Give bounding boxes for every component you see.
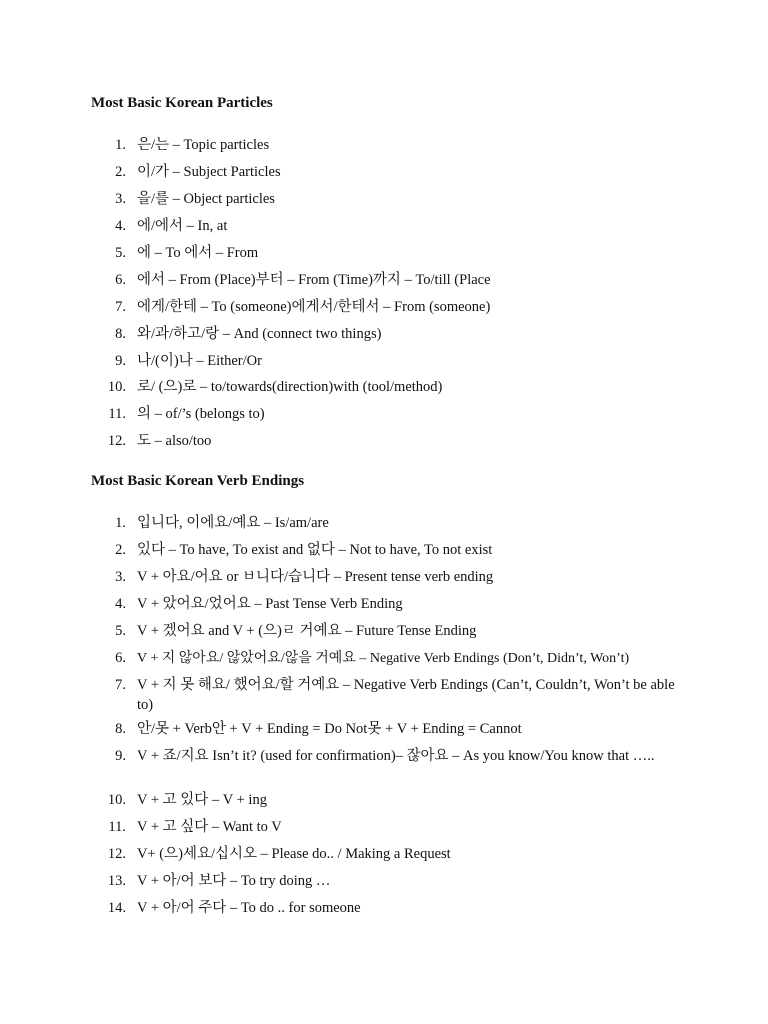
- list-item-text: 나/(이)나 – Either/Or: [137, 353, 262, 369]
- list-item-text: 로/ (으)로 – to/towards(direction)with (tool/method): [137, 379, 443, 395]
- list-item-text: 안/못 + Verb안 + V + Ending = Do Not못 + V + Ending = Cannot: [137, 721, 522, 737]
- list-item-text: 에/에서 – In, at: [137, 218, 228, 234]
- list-item-text: V + 고 있다 – V + ing: [137, 792, 267, 808]
- list-number: 12.: [107, 846, 126, 862]
- list-number: 14.: [107, 900, 126, 916]
- list-number: 11.: [108, 406, 126, 422]
- list-number: 10.: [107, 792, 126, 808]
- list-number: 12.: [107, 433, 126, 449]
- list-number: 10.: [107, 379, 126, 395]
- list-item-text: V + 죠/지요 Isn’t it? (used for confirmation)– 잖아요 – As you know/You know that …..: [137, 748, 655, 764]
- list-item-text: V + 고 싶다 – Want to V: [137, 819, 282, 835]
- list-number: 4.: [115, 596, 126, 612]
- list-item-text: 에게/한테 – To (someone)에게서/한테서 – From (someone): [137, 299, 491, 315]
- list-item-text: V + 겠어요 and V + (으)ㄹ 거예요 – Future Tense Ending: [137, 623, 477, 639]
- list-number: 2.: [115, 164, 126, 180]
- list-number: 9.: [115, 353, 126, 369]
- list-number: 6.: [115, 650, 126, 666]
- list-number: 11.: [108, 819, 126, 835]
- list-item-text: 있다 – To have, To exist and 없다 – Not to have, To not exist: [137, 542, 493, 558]
- list-item-text: V + 아요/어요 or ㅂ니다/습니다 – Present tense verb ending: [137, 569, 494, 585]
- list-number: 6.: [115, 272, 126, 288]
- list-item-text: 입니다, 이에요/예요 – Is/am/are: [137, 515, 329, 531]
- list-number: 1.: [115, 515, 126, 531]
- list-number: 8.: [115, 721, 126, 737]
- list-item-text: V + 아/어 주다 – To do .. for someone: [137, 900, 361, 916]
- list-number: 13.: [107, 873, 126, 889]
- list-item-text: 의 – of/’s (belongs to): [137, 406, 265, 422]
- list-item-text: 에서 – From (Place)부터 – From (Time)까지 – To/till (Place: [137, 272, 491, 288]
- list-item-text: V+ (으)세요/십시오 – Please do.. / Making a Request: [137, 846, 451, 862]
- list-number: 2.: [115, 542, 126, 558]
- list-item-text: 은/는 – Topic particles: [137, 137, 270, 153]
- verb-endings-heading: Most Basic Korean Verb Endings: [91, 473, 305, 489]
- list-item-text: 도 – also/too: [137, 433, 212, 449]
- list-item-text: 을/를 – Object particles: [137, 191, 275, 207]
- list-item-text: V + 았어요/었어요 – Past Tense Verb Ending: [137, 596, 403, 612]
- list-number: 3.: [115, 191, 126, 207]
- list-number: 7.: [115, 299, 126, 315]
- list-number: 4.: [115, 218, 126, 234]
- list-item-text: V + 지 않아요/ 않았어요/않을 거예요 – Negative Verb Endings (Don’t, Didn’t, Won’t): [137, 651, 630, 666]
- list-number: 5.: [115, 245, 126, 261]
- list-number: 5.: [115, 623, 126, 639]
- list-number: 9.: [115, 748, 126, 764]
- list-item-text: 에 – To 에서 – From: [137, 245, 259, 261]
- list-item-text: V + 지 못 해요/ 했어요/할 거예요 – Negative Verb Endings (Can’t, Couldn’t, Won’t be able to): [137, 677, 675, 713]
- list-number: 1.: [115, 137, 126, 153]
- list-item-text: V + 아/어 보다 – To try doing …: [137, 873, 331, 889]
- list-number: 8.: [115, 326, 126, 342]
- particles-heading: Most Basic Korean Particles: [91, 95, 273, 111]
- list-item-text: 와/과/하고/랑 – And (connect two things): [137, 326, 382, 342]
- list-number: 7.: [115, 677, 126, 693]
- list-number: 3.: [115, 569, 126, 585]
- list-item-text: 이/가 – Subject Particles: [137, 164, 281, 180]
